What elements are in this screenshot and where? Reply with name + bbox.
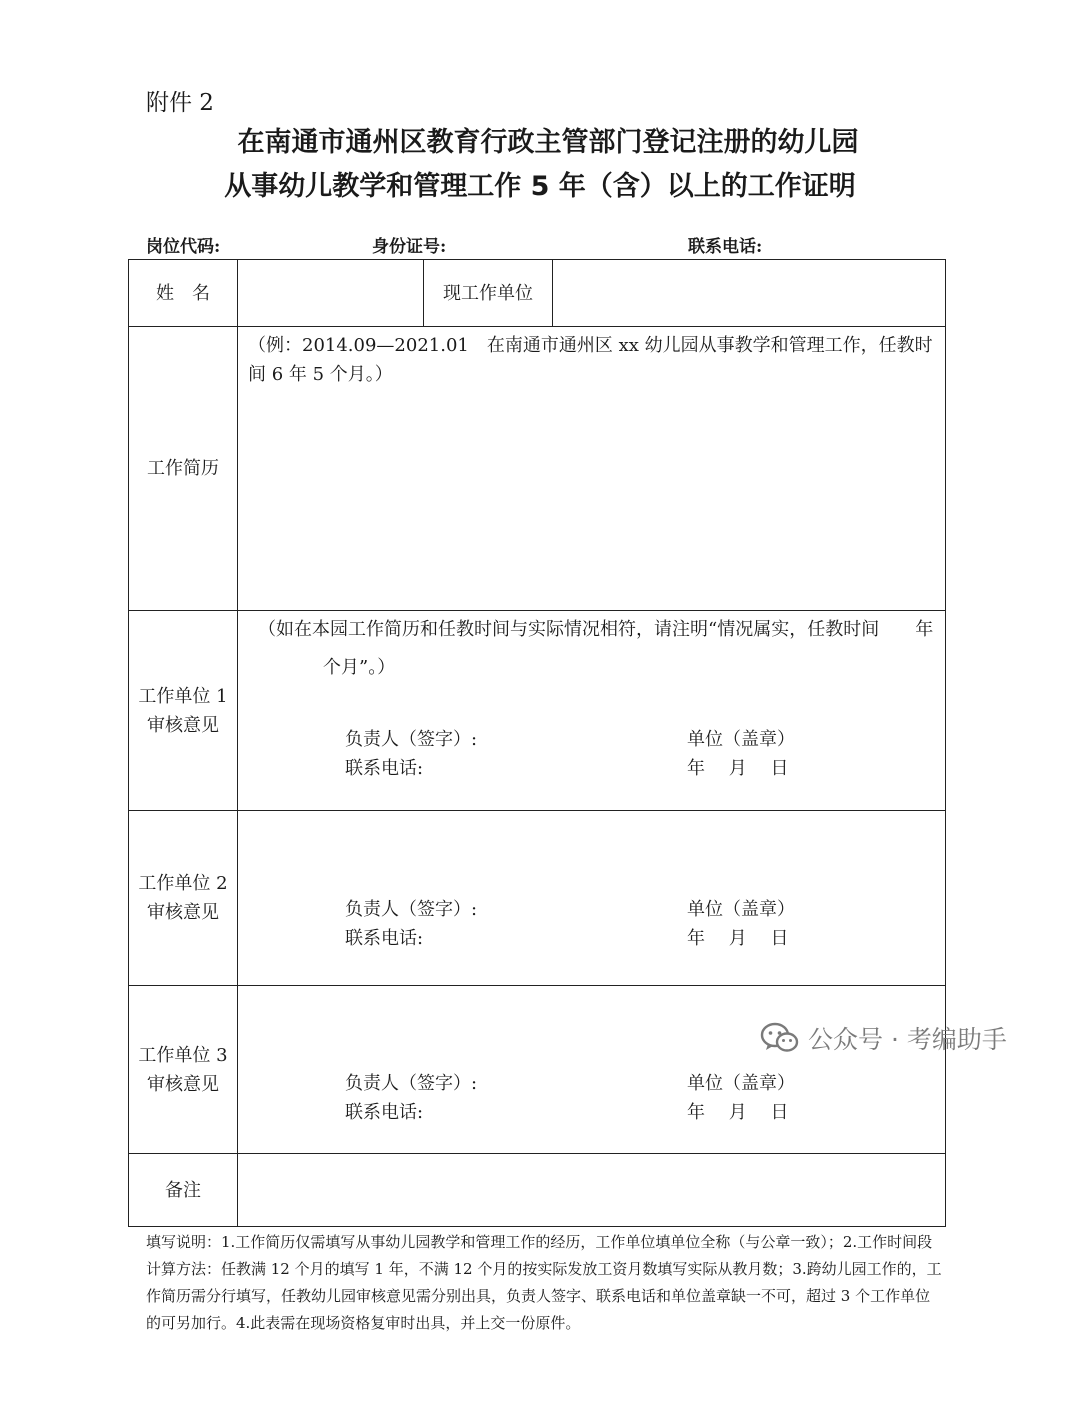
- title-line-1: 在南通市通州区教育行政主管部门登记注册的幼儿园: [237, 127, 859, 158]
- unit2-signer: 负责人（签字）:: [345, 899, 478, 920]
- watermark: [760, 1020, 1007, 1056]
- filling-instructions: 填写说明：1.工作简历仅需填写从事幼儿园教学和管理工作的经历，工作单位填单位全称（与公章一致）；2.工作时间段计算方法：任教满 12 个月的填写 1 年，不满 12 个月的按实际发放工资月数填写实际从教月数；3.跨幼儿园工作的，工作简历需分行填写，任教幼儿园审核意见需分别出具，负责人签字、联系电话和单位盖章缺一不可，超过 3 个工作单位的可另加行。4.此表需在现场资格复审时出具，并上交一份原件。: [146, 1233, 942, 1332]
- name-label: 姓 名: [129, 260, 238, 327]
- row-name: [129, 260, 946, 327]
- remarks-label: 备注: [129, 1154, 238, 1227]
- current-unit-label: 现工作单位: [424, 260, 553, 327]
- row-resume: [129, 327, 946, 611]
- current-unit-field[interactable]: [553, 260, 946, 327]
- unit1-note-line1: （如在本园工作简历和任教时间与实际情况相符，请注明“情况属实，任教时间 年: [258, 619, 934, 640]
- wechat-icon: [760, 1022, 800, 1054]
- row-unit2: [129, 811, 946, 986]
- row-unit1: [129, 611, 946, 811]
- unit3-opinion-field[interactable]: [238, 986, 946, 1154]
- unit3-seal: 单位（盖章）: [687, 1073, 795, 1094]
- remarks-field[interactable]: [238, 1154, 946, 1227]
- unit3-label: 工作单位 3 审核意见: [129, 986, 238, 1154]
- unit2-seal: 单位（盖章）: [687, 899, 795, 920]
- row-remarks: [129, 1154, 946, 1227]
- unit2-contact: 联系电话:: [345, 928, 424, 949]
- id-number-label: 身份证号:: [372, 237, 447, 257]
- unit1-contact: 联系电话:: [345, 758, 424, 779]
- row-unit3: [129, 986, 946, 1154]
- unit1-seal: 单位（盖章）: [687, 729, 795, 750]
- unit2-date: 年 月 日: [687, 928, 789, 949]
- unit2-opinion-field[interactable]: [238, 811, 946, 986]
- post-code-label: 岗位代码:: [146, 237, 221, 257]
- unit2-label: 工作单位 2 审核意见: [129, 811, 238, 986]
- title-line-2: 从事幼儿教学和管理工作 5 年（含）以上的工作证明: [224, 171, 856, 202]
- resume-field[interactable]: [238, 327, 946, 611]
- name-field[interactable]: [238, 260, 424, 327]
- resume-example: （例：2014.09—2021.01 在南通市通州区 xx 幼儿园从事教学和管理工作，任教时间 6 年 5 个月。）: [248, 335, 933, 385]
- attachment-label: 附件 2: [146, 90, 214, 116]
- unit1-label: 工作单位 1 审核意见: [129, 611, 238, 811]
- unit3-contact: 联系电话:: [345, 1102, 424, 1123]
- resume-label: 工作简历: [129, 327, 238, 611]
- watermark-text: 公众号 · 考编助手: [808, 1025, 1007, 1054]
- unit3-signer: 负责人（签字）:: [345, 1073, 478, 1094]
- unit3-date: 年 月 日: [687, 1102, 789, 1123]
- unit1-date: 年 月 日: [687, 758, 789, 779]
- unit1-signer: 负责人（签字）:: [345, 729, 478, 750]
- phone-label: 联系电话:: [688, 237, 763, 257]
- unit1-note-line2: 个月”。）: [323, 657, 396, 678]
- certificate-form-table: [128, 259, 946, 1227]
- unit1-opinion-field[interactable]: [238, 611, 946, 811]
